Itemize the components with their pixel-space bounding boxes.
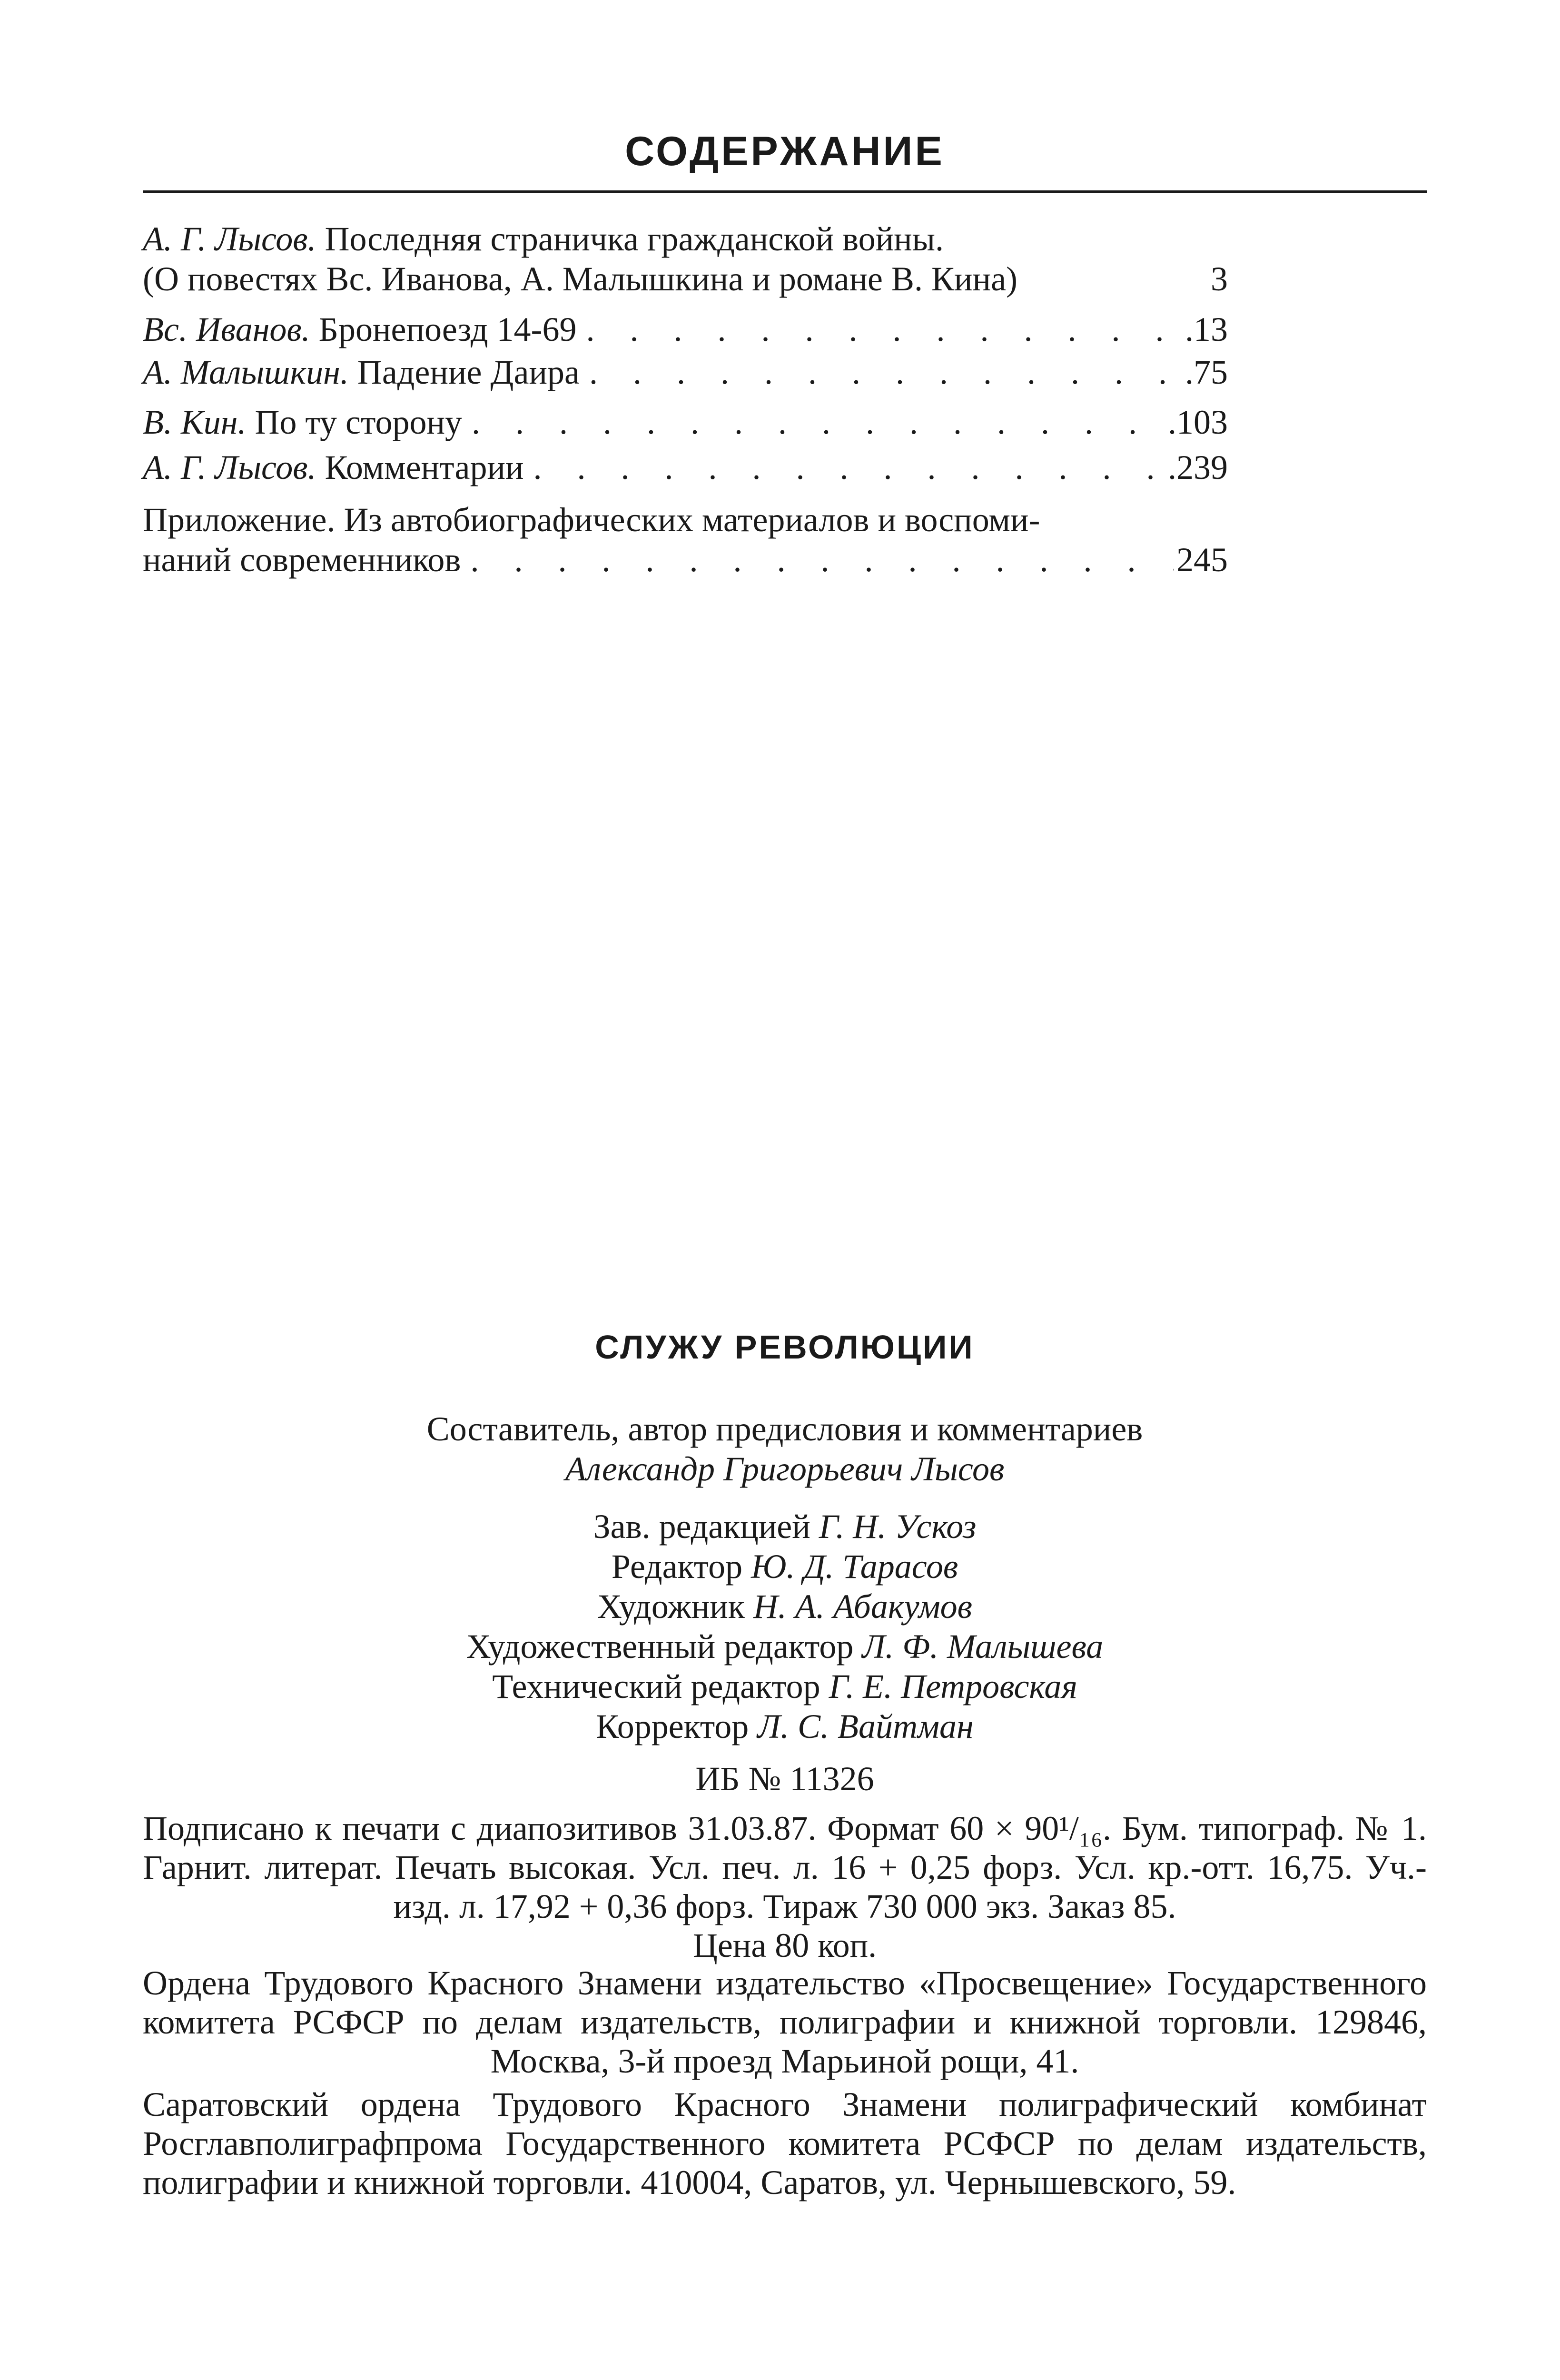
- toc-title: Бронепоезд 14-69: [318, 310, 577, 348]
- toc-page: .239: [1168, 448, 1228, 486]
- toc-entry[interactable]: [143, 219, 1228, 299]
- toc-entry[interactable]: [143, 309, 1228, 349]
- toc-page: .103: [1168, 403, 1228, 441]
- staff-line: Зав. редакцией Г. Н. Ускоз: [593, 1507, 977, 1546]
- book-title: СЛУЖУ РЕВОЛЮЦИИ: [595, 1329, 975, 1366]
- printer-info: Саратовский ордена Трудового Красного Знамени полиграфический комбинат Росглавполиграфпрома Государственного комитета РСФСР по делам издательств, полиграфии и книжной торговли. 410004, Саратов, ул. Чернышевского, 59.: [143, 2085, 1427, 2202]
- toc-page: 245: [1176, 541, 1228, 579]
- compiler-role: Составитель, автор предисловия и комментариев: [426, 1410, 1143, 1448]
- leader-dots: [462, 402, 1165, 442]
- print-info: Подписано к печати с диапозитивов 31.03.87. Формат 60 × 90¹/₁₆. Бум. типограф. № 1. Гарнит. литерат. Печать высокая. Усл. печ. л. 16 + 0,25 форз. Усл. кр.-отт. 16,75. Уч.-изд. л. 17,92 + 0,36 форз. Тираж 730 000 экз. Заказ 85.: [143, 1809, 1427, 1925]
- staff-list: [143, 1507, 1427, 1746]
- leader-dots: [524, 447, 1165, 487]
- toc-title: Падение Даира: [357, 353, 580, 391]
- toc-title-cont: наний современников: [143, 541, 461, 579]
- toc-title: Приложение. Из автобиографических материалов и воспоми-: [143, 501, 1040, 539]
- page-title: СОДЕРЖАНИЕ: [625, 129, 945, 174]
- toc-title: Последняя страничка гражданской войны.: [325, 220, 944, 258]
- toc-page: .75: [1185, 353, 1228, 391]
- toc-page: 3: [1211, 260, 1228, 298]
- price: Цена 80 коп.: [692, 1926, 877, 1964]
- toc-author: А. Малышкин.: [143, 353, 349, 391]
- staff-line: Корректор Л. С. Вайтман: [596, 1707, 974, 1745]
- toc-author: В. Кин.: [143, 403, 247, 441]
- toc-author: А. Г. Лысов.: [143, 220, 316, 258]
- leader-dots: [577, 309, 1183, 349]
- toc-entry[interactable]: [143, 402, 1228, 442]
- toc-author: Вс. Иванов.: [143, 310, 310, 348]
- toc-page: .13: [1185, 310, 1228, 348]
- toc-title-cont: (О повестях Вс. Иванова, А. Малышкина и романе В. Кина): [143, 260, 1018, 298]
- staff-line: Художник Н. А. Абакумов: [597, 1587, 972, 1626]
- ib-number: ИБ № 11326: [695, 1760, 874, 1798]
- toc-author: А. Г. Лысов.: [143, 448, 316, 486]
- leader-dots: [461, 540, 1174, 580]
- toc-entry[interactable]: [143, 352, 1228, 392]
- compiler-name: Александр Григорьевич Лысов: [565, 1450, 1005, 1488]
- publisher-info: Ордена Трудового Красного Знамени издательство «Просвещение» Государственного комитета РСФСР по делам издательств, полиграфии и книжной торговли. 129846, Москва, 3-й проезд Марьиной рощи, 41.: [143, 1964, 1427, 2080]
- title-rule: [143, 190, 1427, 193]
- print-details: [143, 1809, 1427, 1965]
- toc-entry[interactable]: [143, 500, 1228, 580]
- compiler-block: [143, 1409, 1427, 1489]
- toc-title: По ту сторону: [255, 403, 463, 441]
- publisher-block: [143, 1964, 1427, 2081]
- leader-dots: [580, 352, 1182, 392]
- staff-line: Художественный редактор Л. Ф. Малышева: [466, 1627, 1104, 1666]
- staff-line: Редактор Ю. Д. Тарасов: [611, 1547, 958, 1586]
- printer-block: [143, 2085, 1427, 2202]
- toc-title: Комментарии: [325, 448, 524, 486]
- staff-line: Технический редактор Г. Е. Петровская: [492, 1667, 1077, 1706]
- toc-entry[interactable]: [143, 447, 1228, 487]
